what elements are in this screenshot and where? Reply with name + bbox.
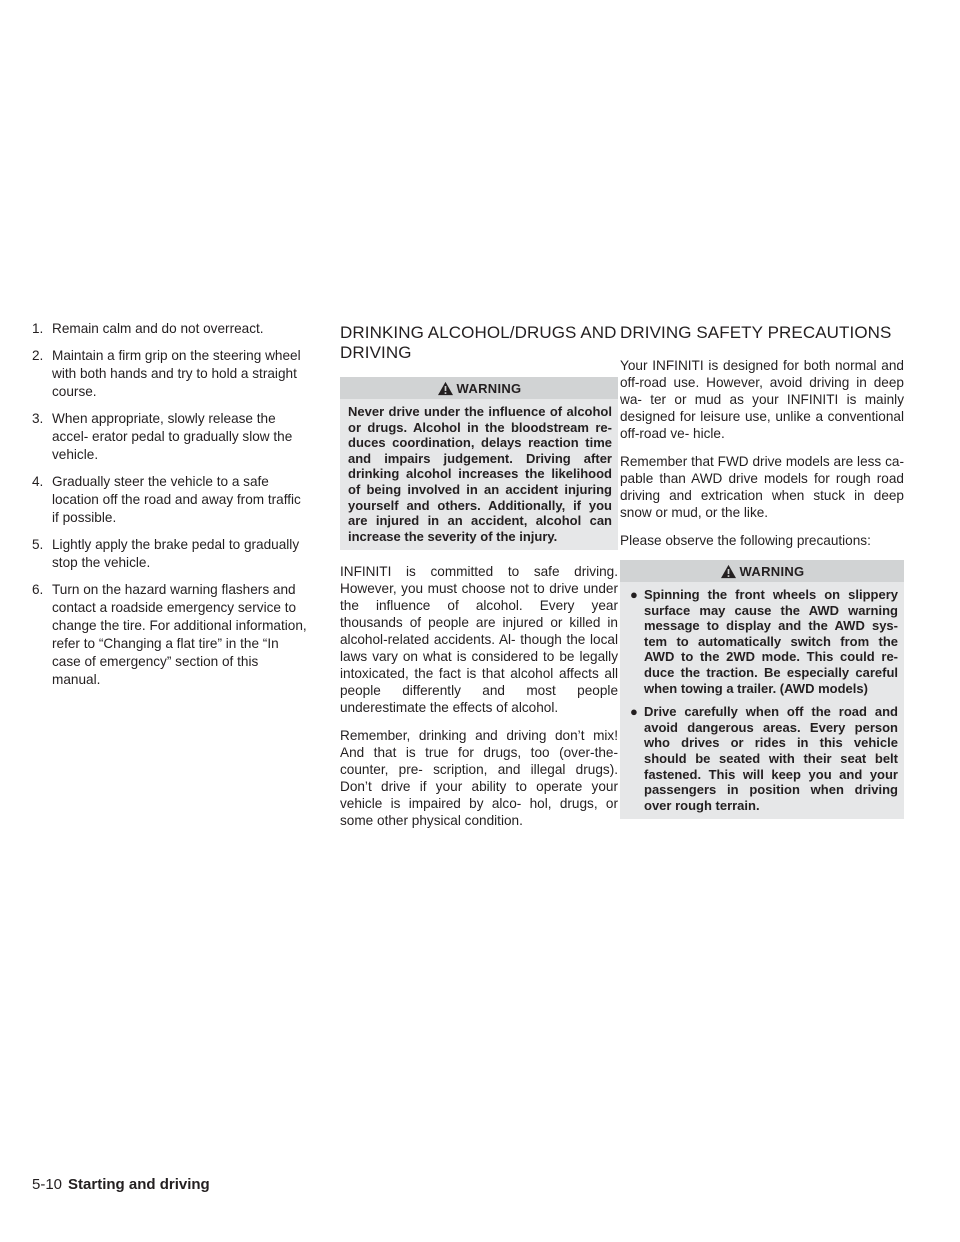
warning-header [620,560,904,582]
warning-header [340,377,618,399]
safety-section-heading: DRIVING SAFETY PRECAUTIONS [620,323,892,342]
safety-paragraph: Your INFINITI is designed for both normal and off-road use. However, avoid driving in deep wa- ter or mud as your INFINITI is mainly designed for leisure use, unlike a conventional off-road ve- hicle. [620,358,904,441]
warning-list-container [620,582,904,819]
safety-paragraph: Please observe the following precautions: [620,533,871,548]
list-item: 2. Maintain a firm grip on the steering wheel with both hands and try to hold a straight course. [32,348,301,399]
warning-text: Never drive under the influence of alcohol or drugs. Alcohol in the bloodstream re- duces coordination, delays reaction time and impairs judgement. Driving after drinking alcohol increases the likelihood of being involved in an accident injuring yourself and others. Additionally, if you are injured in an accident, alcohol can increase the severity of the injury. [348,404,612,544]
list-item: 5. Lightly apply the brake pedal to gradually stop the vehicle. [32,537,300,570]
alcohol-section-heading: DRINKING ALCOHOL/DRUGS AND DRIVING [340,323,617,362]
list-item: 1. Remain calm and do not overreact. [32,321,264,336]
procedure-steps [32,320,310,689]
list-item: 3. When appropriate, slowly release the accel- erator pedal to gradually slow the vehicle. [32,411,293,462]
list-item: 6. Turn on the hazard warning flashers and contact a roadside emergency service to change the tire. For additional information, refer to “Changing a flat tire” in the “In case of emergency” section of this manual. [32,582,307,687]
alcohol-warning-box [340,377,618,550]
warning-label: WARNING [456,380,522,396]
list-item: ● Spinning the front wheels on slippery surface may cause the AWD warning message to display and the AWD sys- tem to automatically switch from the AWD to the 2WD mode. This could re- duce the traction. Be especially careful when towing a trailer. (AWD models) [630,587,898,696]
list-item: 4. Gradually steer the vehicle to a safe location off the road and away from traffic if possible. [32,474,301,525]
warning-list [628,587,898,813]
bullet-icon: ● [630,704,638,720]
safety-paragraph: Remember that FWD drive models are less ca- pable than AWD drive models for rough road driving and extrication when stuck in deep snow or mud, or the like. [620,454,904,520]
warning-triangle-icon [720,564,737,579]
section-name: Starting and driving [68,1176,210,1193]
right-column [620,323,904,832]
page-number: 5-10 [32,1176,63,1193]
bullet-icon: ● [630,587,638,602]
alcohol-paragraph: Remember, drinking and driving don’t mix! And that is true for drugs, too (over-the-counter, pre- scription, and illegal drugs). Don’t drive if your ability to operate your vehicle is impaired by alco- hol, drugs, or some other physical condition. [340,728,618,829]
middle-column [340,323,618,840]
left-column [32,320,310,698]
alcohol-paragraph: INFINITI is committed to safe driving. However, you must choose not to drive under the influence of alcohol. Every year thousands of people are injured or killed in alcohol-related accidents. Al- though the local laws vary on what is considered to be legally intoxicated, the fact is that alcohol affects all people differently and most people underestimate the effects of alcohol. [340,564,618,716]
warning-label: WARNING [739,563,805,579]
safety-warning-box [620,560,904,819]
page-footer [32,1175,210,1195]
list-item: ● Drive carefully when off the road and avoid dangerous areas. Every person who drives or rides in this vehicle should be seated with their seat belt fastened. This will keep you and your passengers in position when driving over rough terrain. [630,704,898,813]
warning-triangle-icon [437,381,454,396]
